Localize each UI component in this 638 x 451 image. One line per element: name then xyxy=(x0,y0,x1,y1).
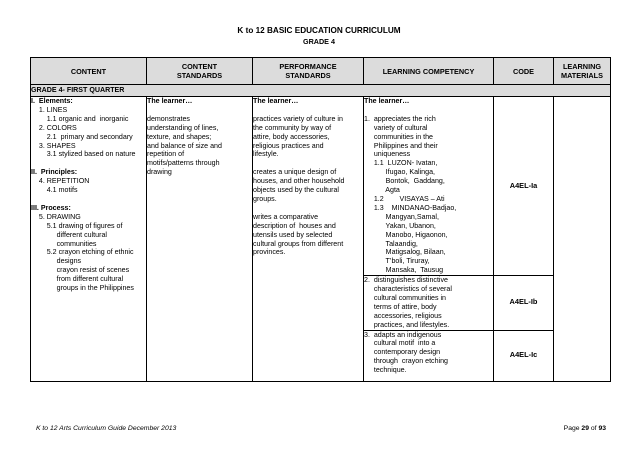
text-line: 2. COLORS xyxy=(31,123,77,132)
text-line: description of houses and xyxy=(253,221,336,230)
quarter-label: GRADE 4- FIRST QUARTER xyxy=(31,85,611,97)
text-line: Bontok, Gaddang, xyxy=(364,177,445,186)
text-line: variety of cultural xyxy=(364,123,428,132)
text-line: 5.2 crayon etching of ethnic xyxy=(31,248,134,257)
text-line: 1. LINES xyxy=(31,105,68,114)
text-line: terms of attire, body xyxy=(364,302,437,311)
text-line xyxy=(31,159,146,168)
footer-guide-label: K to 12 Arts Curriculum Guide December 2013 xyxy=(36,425,177,432)
text-line: writes a comparative xyxy=(253,212,319,221)
text-line: 1.3 MINDANAO-Badjao, xyxy=(364,203,457,212)
text-line: through crayon etching xyxy=(364,357,448,366)
text-line: 2.1 primary and secondary xyxy=(31,132,133,141)
document-subtitle: GRADE 4 xyxy=(303,37,335,46)
text-line: 4.1 motifs xyxy=(31,186,78,195)
header-learning-materials: LEARNING MATERIALS xyxy=(554,58,611,85)
text-line: The learner… xyxy=(364,97,410,105)
competency-cell-1 xyxy=(364,97,494,276)
text-line: Yakan, Ubanon, xyxy=(364,221,436,230)
text-line: designs xyxy=(31,257,82,266)
text-line: the community by way of xyxy=(253,123,332,132)
text-line: II. Principles: xyxy=(31,168,78,177)
text-line: communities in the xyxy=(364,132,433,141)
text-line: motifs/patterns through xyxy=(147,159,220,168)
text-line: drawing xyxy=(147,168,172,177)
text-line: Mansaka, Tausug xyxy=(364,266,444,275)
text-line: demonstrates xyxy=(147,114,190,123)
curriculum-table xyxy=(30,57,611,382)
text-line: The learner… xyxy=(147,97,193,105)
header-content-standards: CONTENT STANDARDS xyxy=(147,58,253,85)
text-line: groups in the Philippines xyxy=(31,284,134,293)
performance-standards-cell xyxy=(253,97,364,382)
text-line: characteristics of several xyxy=(364,285,452,294)
code-cell-3: A4EL-Ic xyxy=(494,330,554,382)
text-line: 1.1 LUZON- Ivatan, xyxy=(364,159,438,168)
text-line xyxy=(253,159,363,168)
text-line: uniqueness xyxy=(364,150,411,159)
text-line: 3. SHAPES xyxy=(31,141,76,150)
text-line: provinces. xyxy=(253,248,286,257)
text-line: groups. xyxy=(253,194,277,203)
text-line: 3.1 stylized based on nature xyxy=(31,150,136,159)
text-line: objects used by the cultural xyxy=(253,186,339,195)
page-of: of xyxy=(588,425,599,432)
text-line xyxy=(31,195,146,204)
text-line: communities xyxy=(31,239,97,248)
text-line: 5. DRAWING xyxy=(31,212,81,221)
text-line xyxy=(253,204,363,213)
header-learning-competency: LEARNING COMPETENCY xyxy=(364,58,494,85)
text-line: texture, and shapes; xyxy=(147,132,212,141)
code-cell-1: A4EL-Ia xyxy=(494,97,554,276)
competency-cell-2 xyxy=(364,276,494,330)
text-line xyxy=(364,106,493,115)
text-line: cultural groups from different xyxy=(253,239,344,248)
document-title: K to 12 BASIC EDUCATION CURRICULUM xyxy=(237,26,401,35)
footer-page-number xyxy=(564,425,606,432)
header-performance-standards: PERFORMANCE STANDARDS xyxy=(253,58,364,85)
text-line: Agta xyxy=(364,186,400,195)
content-standards-cell xyxy=(147,97,253,382)
text-line: 5.1 drawing of figures of xyxy=(31,221,123,230)
text-line: 4. REPETITION xyxy=(31,177,90,186)
text-line: technique. xyxy=(364,366,407,375)
content-cell xyxy=(31,97,147,382)
text-line: Ifugao, Kalinga, xyxy=(364,168,435,177)
text-line: III. Process: xyxy=(31,203,71,212)
text-line: practices variety of culture in xyxy=(253,114,343,123)
text-line: religious practices and xyxy=(253,141,324,150)
text-line xyxy=(147,106,252,115)
text-line: houses, and other household xyxy=(253,177,345,186)
text-line: repetition of xyxy=(147,150,185,159)
text-line: lifestyle. xyxy=(253,150,279,159)
text-line: cultural motif into a xyxy=(364,339,436,348)
header-code: CODE xyxy=(494,58,554,85)
page-current: 29 xyxy=(581,425,589,432)
text-line: 1. appreciates the rich xyxy=(364,114,436,123)
text-line: Manobo, Higaonon, xyxy=(364,230,448,239)
text-line: Philippines and their xyxy=(364,141,438,150)
text-line: Matigsalog, Bilaan, xyxy=(364,248,446,257)
learning-materials-cell xyxy=(554,97,611,382)
text-line: cultural communities in xyxy=(364,293,447,302)
text-line: Talaandig, xyxy=(364,239,418,248)
text-line: practices, and lifestyles. xyxy=(364,320,450,329)
text-line: from different cultural xyxy=(31,275,124,284)
text-line: attire, body accessories, xyxy=(253,132,330,141)
text-line: 2. distinguishes distinctive xyxy=(364,276,448,285)
competency-cell-3 xyxy=(364,330,494,382)
text-line: 1.2 VISAYAS – Ati xyxy=(364,194,445,203)
header-content: CONTENT xyxy=(31,58,147,85)
text-line: crayon resist of scenes xyxy=(31,266,130,275)
text-line: utensils used by selected xyxy=(253,230,333,239)
text-line: 3. adapts an indigenous xyxy=(364,330,442,339)
text-line: and balance of size and xyxy=(147,141,222,150)
page-total: 93 xyxy=(598,425,606,432)
text-line: Mangyan,Samal, xyxy=(364,212,439,221)
quarter-row xyxy=(31,85,611,97)
code-cell-2: A4EL-Ib xyxy=(494,276,554,330)
text-line: I. Elements: xyxy=(31,97,73,105)
text-line: The learner… xyxy=(253,97,299,105)
text-line: different cultural xyxy=(31,230,107,239)
text-line: 1.1 organic and inorganic xyxy=(31,114,129,123)
text-line: T’boli, Tiruray, xyxy=(364,257,430,266)
table-header-row xyxy=(31,58,611,85)
table-row xyxy=(31,97,611,276)
text-line: contemporary design xyxy=(364,348,441,357)
text-line xyxy=(253,106,363,115)
text-line: accessories, religious xyxy=(364,311,442,320)
page-prefix: Page xyxy=(563,425,582,432)
text-line: creates a unique design of xyxy=(253,168,337,177)
text-line: understanding of lines, xyxy=(147,123,219,132)
